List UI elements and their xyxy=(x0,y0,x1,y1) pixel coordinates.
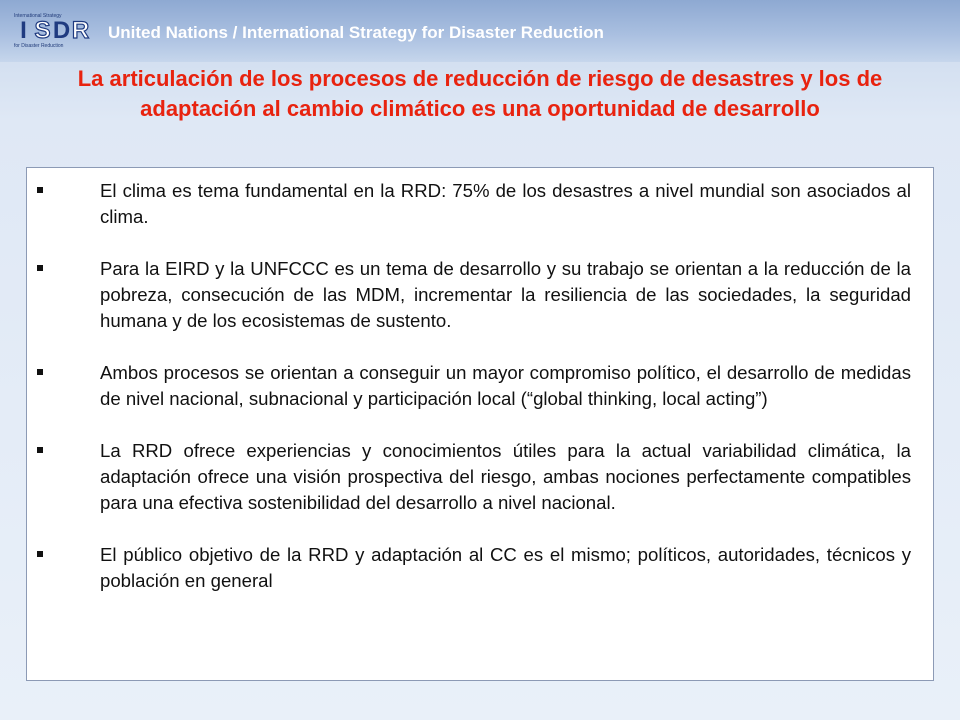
logo-letters xyxy=(14,19,90,43)
bullet-text: El clima es tema fundamental en la RRD: 75% de los desastres a nivel mundial son asociados al clima. xyxy=(100,180,911,227)
logo-letter-i: I xyxy=(20,17,27,44)
square-bullet-icon xyxy=(37,551,43,557)
logo-top-text: International Strategy xyxy=(14,13,62,19)
isdr-logo xyxy=(14,14,98,48)
logo-letter-s: S xyxy=(34,17,51,44)
logo-letter-r: R xyxy=(71,17,90,44)
bullet-list xyxy=(27,178,933,620)
organization-name: United Nations / International Strategy for Disaster Reduction xyxy=(108,23,604,42)
bullet-item xyxy=(27,256,933,334)
bullet-item xyxy=(27,542,933,594)
content-box xyxy=(26,167,934,681)
bullet-item xyxy=(27,178,933,230)
bullet-text: El público objetivo de la RRD y adaptación al CC es el mismo; políticos, autoridades, técnicos y población en general xyxy=(100,544,911,591)
bullet-text: Ambos procesos se orientan a conseguir un mayor compromiso político, el desarrollo de medidas de nivel nacional, subnacional y participación local (“global thinking, local acting”) xyxy=(100,362,911,409)
slide-title: La articulación de los procesos de reducción de riesgo de desastres y los de adaptación al cambio climático es una oportunidad de desarrollo xyxy=(77,66,883,121)
square-bullet-icon xyxy=(37,369,43,375)
bullet-item xyxy=(27,360,933,412)
square-bullet-icon xyxy=(37,187,43,193)
square-bullet-icon xyxy=(37,265,43,271)
logo-bottom-text: for Disaster Reduction xyxy=(14,43,64,49)
square-bullet-icon xyxy=(37,447,43,453)
bullet-text: Para la EIRD y la UNFCCC es un tema de desarrollo y su trabajo se orientan a la reducción de la pobreza, consecución de las MDM, incrementar la resiliencia de las sociedades, la seguridad humana y de los ecosistemas de sustento. xyxy=(100,258,911,331)
header-band xyxy=(0,0,960,62)
bullet-item xyxy=(27,438,933,516)
bullet-text: La RRD ofrece experiencias y conocimientos útiles para la actual variabilidad climática, la adaptación ofrece una visión prospectiva del riesgo, ambas nociones perfectamente compatibles para una efectiva sostenibilidad del desarrollo a nivel nacional. xyxy=(100,440,911,513)
logo-letter-d: D xyxy=(52,17,71,44)
